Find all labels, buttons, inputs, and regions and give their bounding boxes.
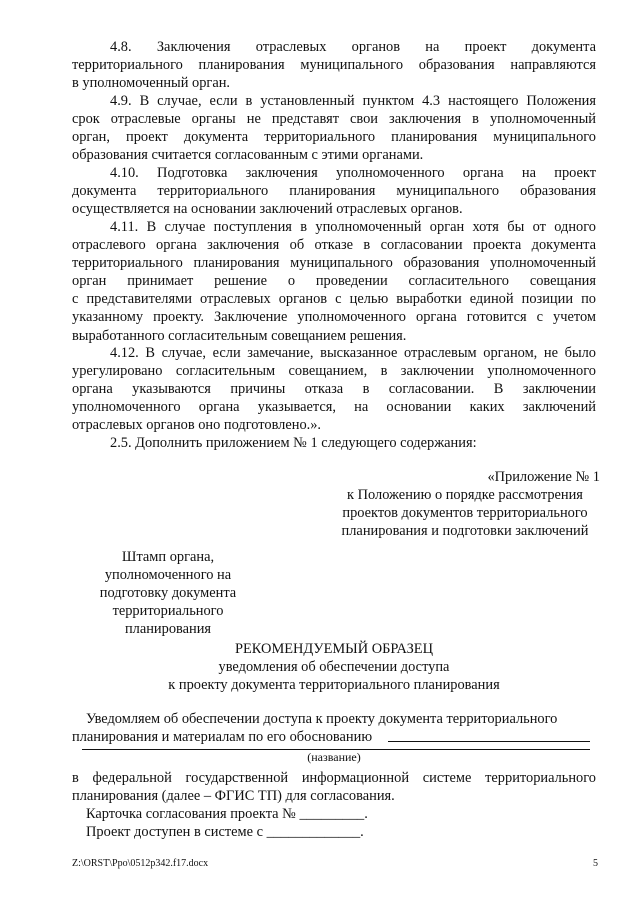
- text-line: 2.5. Дополнить приложением № 1 следующего содержания:: [110, 435, 477, 451]
- text-line: осуществляется на основании заключений отраслевых органов.: [72, 201, 463, 218]
- text-line: в федеральной государственной информационной системе территориального: [72, 770, 596, 786]
- text-line: в уполномоченный орган.: [72, 75, 231, 92]
- text-line: орган принимает решение о проведении согласительного совещания: [72, 273, 596, 290]
- form-subheading: к проекту документа территориального планирования: [168, 677, 500, 694]
- paragraph-4-10: [72, 164, 596, 218]
- text-line: 4.10. Подготовка заключения уполномоченного органа на проект: [110, 165, 596, 181]
- stamp-line: подготовку документа: [99, 585, 237, 602]
- text-line: отраслевых органов оно подготовлено.».: [72, 417, 322, 434]
- text-line: Уведомляем об обеспечении доступа к проекту документа территориального: [86, 711, 558, 727]
- text-line: органа указываются причины отказа в согласовании. В заключении: [72, 381, 596, 398]
- text-line: выработанного согласительным совещанием решения.: [72, 327, 407, 344]
- text-line: планирования и материалам по его обоснованию: [72, 729, 373, 746]
- text-line: срок отраслевые органы не представят свои заключения в уполномоченный: [72, 111, 596, 128]
- form-subheading: уведомления об обеспечении доступа: [218, 659, 450, 676]
- text-line: 4.12. В случае, если замечание, высказанное отраслевым органом, не было: [110, 345, 596, 361]
- appendix-line: планирования и подготовки заключений: [341, 523, 589, 540]
- stamp-line: территориального: [112, 603, 224, 620]
- form-body-continued: [72, 769, 596, 841]
- appendix-header: [330, 468, 600, 486]
- text-line: Проект доступен в системе с _____________.: [86, 824, 364, 841]
- stamp-line: уполномоченного на: [104, 567, 232, 584]
- footer-file-path: Z:\ORST\Ppo\0512p342.f17.docx: [72, 858, 209, 869]
- paragraph-4-11: [72, 218, 596, 345]
- paragraph-2-5: [72, 434, 596, 452]
- text-line: 4.9. В случае, если в установленный пунктом 4.3 настоящего Положения: [110, 93, 596, 109]
- stamp-line: Штамп органа,: [121, 549, 215, 565]
- text-line: 4.8. Заключения отраслевых органов на проект документа: [110, 39, 596, 55]
- paragraph-4-9: [72, 92, 596, 164]
- stamp-block: [68, 548, 268, 638]
- text-line: территориального планирования муниципального образования направляются: [72, 57, 596, 74]
- text-line: указанному проекту. Заключение уполномоченного органа готовится с учетом: [72, 309, 596, 326]
- text-line: территориального планирования муниципального образования уполномоченный: [72, 255, 596, 272]
- form-heading: РЕКОМЕНДУЕМЫЙ ОБРАЗЕЦ: [235, 641, 433, 657]
- paragraph-4-8: [72, 38, 596, 92]
- text-line: с представителями отраслевых органов с целью выработки единой позиции по: [72, 291, 596, 308]
- name-caption: (название): [307, 750, 361, 764]
- justification-blank-line: [388, 741, 590, 742]
- appendix-line: проектов документов территориального: [342, 505, 588, 522]
- text-line: уполномоченного органа указывается, на основании каких заключений: [72, 399, 596, 416]
- appendix-line: к Положению о порядке рассмотрения: [347, 487, 583, 503]
- text-line: документа территориального планирования муниципального образования: [72, 183, 596, 200]
- form-title: [72, 640, 596, 694]
- text-line: орган, проект документа территориального планирования муниципального: [72, 129, 596, 146]
- text-line: урегулировано согласительным совещанием, в заключении уполномоченного: [72, 363, 596, 380]
- page-number: 5: [593, 858, 598, 869]
- text-line: 4.11. В случае поступления в уполномоченный орган хотя бы от одного: [110, 219, 596, 235]
- text-line: отраслевого органа заключения об отказе в согласовании проекта документа: [72, 237, 596, 254]
- text-line: Карточка согласования проекта № _________.: [86, 806, 368, 823]
- appendix-title: «Приложение № 1: [487, 469, 600, 485]
- paragraph-4-12: [72, 344, 596, 434]
- stamp-line: планирования: [124, 621, 212, 638]
- text-line: планирования (далее – ФГИС ТП) для согласования.: [72, 788, 395, 805]
- appendix-subtitle: [330, 486, 600, 540]
- text-line: образования считается согласованным с этими органами.: [72, 147, 424, 164]
